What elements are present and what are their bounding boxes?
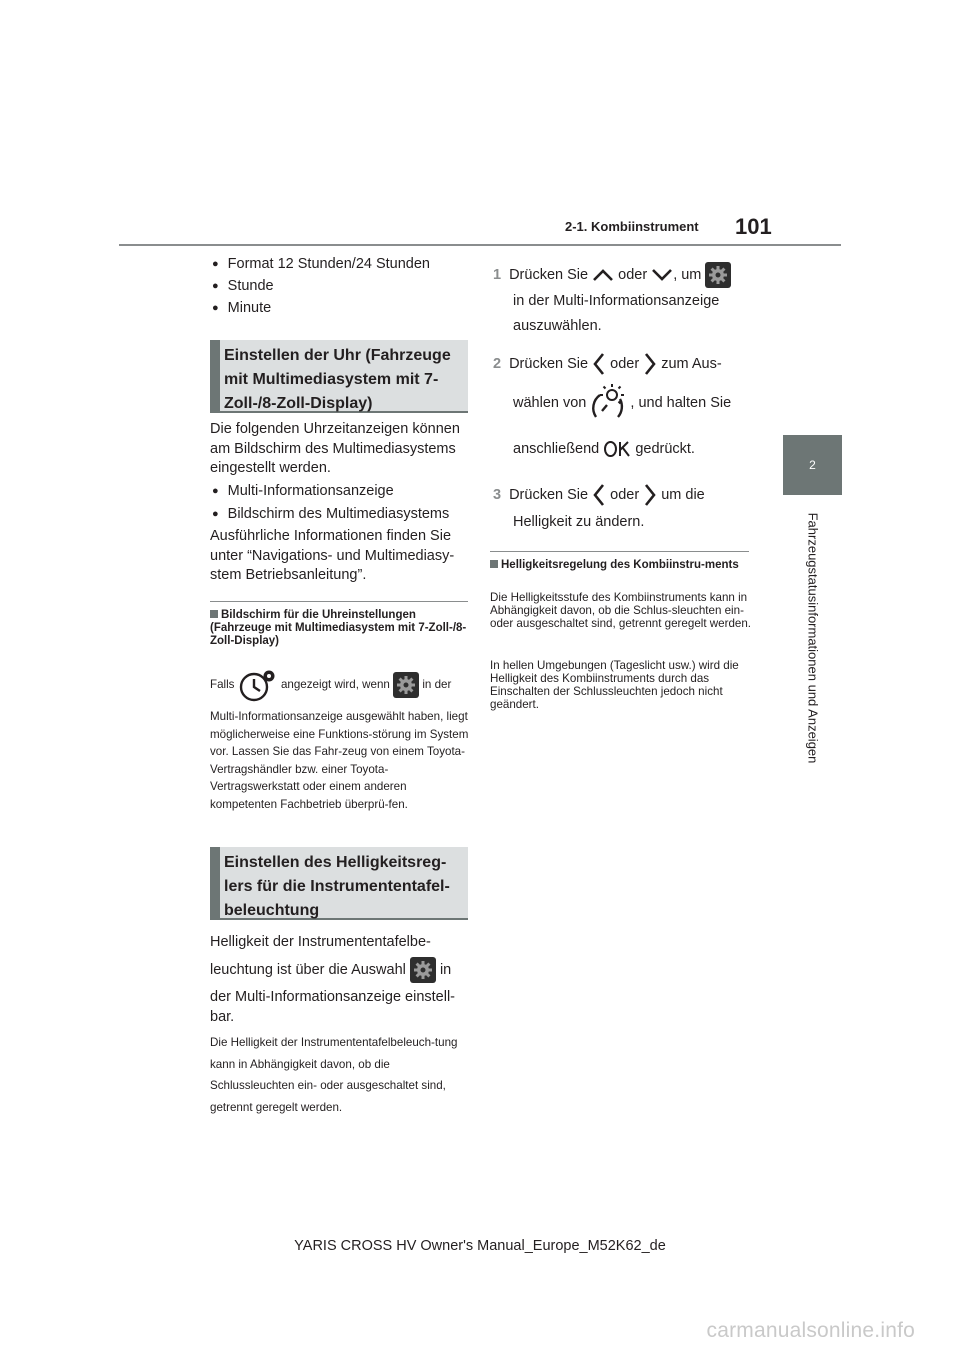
chevron-left-icon [592,352,606,376]
step-text: oder [610,486,640,503]
note-text: angezeigt wird, wenn [280,678,390,692]
step-1-line-3: auszuwählen. [513,318,602,334]
step-2-line-2 [513,383,731,423]
paragraph-line: Helligkeit der Instrumententafelbe- [210,934,431,950]
note-paragraph: In hellen Umgebungen (Tageslicht usw.) wird die Helligkeit des Kombiinstruments durch das Einschalten der Schlussleuchten jedoch nicht geändert. [490,659,739,711]
step-3-line-2: Helligkeit zu ändern. [513,514,645,530]
note-divider [210,601,468,602]
note-text: Falls [210,678,235,692]
section-heading-brightness: Einstellen des Helligkeitsreg-lers für die Instrumententafel-beleuchtung [210,847,468,920]
list-item: ● Bildschirm des Multimediasystems [212,505,449,524]
footer: YARIS CROSS HV Owner's Manual_Europe_M52K62_de [294,1238,666,1254]
step-1-line-2: in der Multi-Informationsanzeige [513,293,720,309]
chapter-number: 2 [809,458,816,472]
note-title [490,559,752,572]
chapter-tab [783,435,842,495]
paragraph-line: der Multi-Informationsanzeige einstell- [210,989,455,1005]
paragraph-line: bar. [210,1009,235,1025]
gear-icon [410,957,436,983]
note-paragraph: Multi-Informationsanzeige ausgewählt haben, liegt möglicherweise eine Funktions-störung im System vor. Lassen Sie das Fahr-zeug von einem Toyota-Vertragshändler bzw. einer Toyota-Vertragswerkstatt oder einem anderen kompetenten Fachbetrieb überprü-fen. [210,710,469,811]
paragraph-small: Die Helligkeit der Instrumententafelbeleuch-tung kann in Abhängigkeit davon, ob die Schlussleuchten ein- oder ausgeschaltet sind, getrennt geregelt werden. [210,1036,458,1114]
note-divider [490,551,749,552]
chevron-right-icon [643,352,657,376]
step-number: 3 [493,486,502,503]
step-text: um die [661,486,705,503]
chevron-up-icon [592,268,614,282]
gear-icon [705,262,731,288]
step-number: 1 [493,266,502,283]
paragraph-text: in [439,961,452,978]
step-text: oder [618,266,648,283]
note-marker-icon [490,560,498,568]
step-3 [493,483,753,507]
note-marker-icon [210,610,218,618]
list-item: ● Stunde [212,277,274,296]
list-item: ● Minute [212,299,271,318]
page-number: 101 [735,214,772,239]
paragraph: Die folgenden Uhrzeitanzeigen können am Bildschirm des Multimediasystems eingestellt werden. [210,421,460,476]
list-item: ● Multi-Informationsanzeige [212,482,394,501]
step-text: gedrückt. [635,441,695,457]
list-item: ● Format 12 Stunden/24 Stunden [212,255,430,274]
gear-icon [393,672,419,698]
chevron-right-icon [643,483,657,507]
step-text: Drücken Sie [509,486,589,503]
step-2-line-3 [513,440,695,460]
step-text: , um [673,266,702,283]
step-text: Drücken Sie [509,266,589,283]
step-text: oder [610,355,640,372]
chevron-left-icon [592,483,606,507]
step-1 [493,262,753,288]
step-text: wählen von [513,394,587,411]
step-2 [493,352,753,376]
note-title [210,609,472,648]
chapter-title: Fahrzeugstatusinformationen und Anzeigen [805,512,821,763]
step-number: 2 [493,355,502,372]
clock-gear-icon [238,668,278,702]
watermark: carmanualsonline.info [706,1319,915,1342]
brightness-icon [590,383,630,423]
step-text: anschließend [513,441,600,457]
header-divider [119,244,841,246]
paragraph-line [210,957,472,983]
note-paragraph: Die Helligkeitsstufe des Kombiinstruments kann in Abhängigkeit davon, ob die Schlus-sleuchten ein- oder ausgeschaltet sind, getrennt geregelt werden. [490,591,752,630]
section-title: 2-1. Kombiinstrument [565,219,699,234]
step-text: zum Aus- [661,355,722,372]
note-text: in der [422,678,452,692]
chapter-title-vertical [804,505,822,770]
note-line [210,668,480,702]
step-text: Drücken Sie [509,355,589,372]
paragraph: Ausführliche Informationen finden Sie unter “Navigations- und Multimediasy-stem Betriebsanleitung”. [210,528,455,583]
note-title-text: Bildschirm für die Uhreinstellungen (Fahrzeuge mit Multimediasystem mit 7-Zoll-/8-Zoll-Display) [210,609,467,647]
note-title-text: Helligkeitsregelung des Kombiinstru-ments [501,559,739,571]
chevron-down-icon [651,268,673,282]
section-heading-clock: Einstellen der Uhr (Fahrzeuge mit Multimediasystem mit 7-Zoll-/8-Zoll-Display) [210,340,468,413]
paragraph-text: leuchtung ist über die Auswahl [210,961,406,978]
step-text: , und halten Sie [630,394,732,411]
ok-icon [603,440,631,458]
